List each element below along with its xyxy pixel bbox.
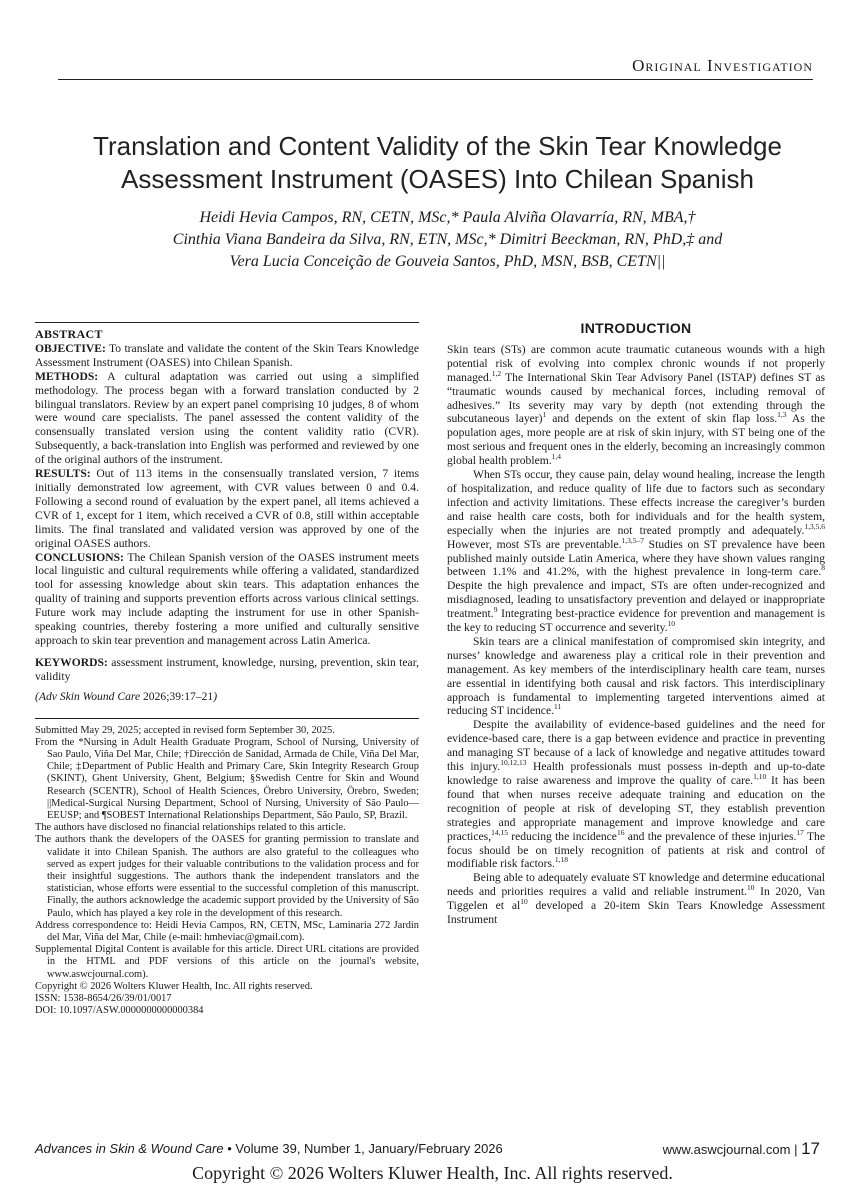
right-column [447, 322, 825, 927]
intro-paragraph-5: Being able to adequately evaluate ST knowledge and determine educational needs and priorities requires a valid and reliable instrument.$^{10}$ In 2020, Van Tiggelen et $al^{10}$ developed a 20-item Skin Tears Knowledge Assessment Instrument [447, 871, 826, 927]
copyright-notice: Copyright © 2026 Wolters Kluwer Health, Inc. All rights reserved. [192, 1163, 673, 1183]
footnote-rule [35, 718, 419, 719]
citation-journal: Adv Skin Wound Care [38, 689, 141, 703]
footnote: The authors have disclosed no financial relationships related to this article. [35, 822, 346, 834]
intro-paragraph-4: Despite the availability of evidence-based guidelines and the need for evidence-based care, there is a gap between evidence and practice in preventing and managing ST because of a lack of knowledge and negative attitudes toward this injury.$^{10,12,13}$ Health professionals must possess in-depth and up-to-date knowledge to raise awareness and improve the quality of care.$^{1,10}$ It has been found that when nurses receive adequate training and education on the recognition of people at risk of developing ST, they establish prevention strategies and appropriate management and improve knowledge and care practices,$^{14,15}$ reducing the incidence$^{16}$ and the prevalence of these injuries.$^{17}$ The focus should be on timely recognition of patients at risk and control of modifiable risk factors.$^{1,18}$ [447, 718, 826, 871]
footnote: Address correspondence to: Heidi Hevia Campos, RN, CETN, MSc, Laminaria 272 Jardín del Mar, Viña del Mar, Chile (e-mail: hmheviac@gmail.com). [35, 919, 419, 944]
header-rule [58, 79, 813, 80]
keywords [35, 656, 419, 684]
page-number: 17 [801, 1139, 820, 1158]
intro-paragraph-2: When STs occur, they cause pain, delay wound healing, increase the length of hospitalization, and reduce quality of life due to factors such as secondary infection and activity limitations. These effects increase the caregiver’s burden and raise health care costs, both for individuals and for the health system, especially when the injuries are not treated promptly and adequately.$^{1,3,5,6}$ However, most STs are preventable.$^{1,3,5-7}$ Studies on ST prevalence have been published mainly outside Latin America, where they have shown values ranging between 1.1% and 41.2%, with the highest prevalence in long-term care.$^8$ Despite the high prevalence and impact, STs are often under-recognized and misdiagnosed, leading to unsatisfactory prevention and delayed or inappropriate treatment.$^9$ Integrating best-practice evidence for prevention and management is the key to reducing ST occurrence and severity.$^{10}$ [447, 468, 825, 635]
footnote: DOI: 10.1097/ASW.0000000000000384 [35, 1005, 204, 1017]
abstract-conclusions [35, 551, 419, 648]
abstract-results [35, 467, 419, 550]
citation: (Adv Skin Wound Care 2026;39:17–21) [35, 689, 218, 703]
conclusions-label: CONCLUSIONS: [35, 550, 124, 564]
objective-label: OBJECTIVE: [35, 341, 106, 355]
left-column [35, 322, 419, 1017]
footnotes [35, 725, 419, 1018]
section-label: Original Investigation [632, 56, 813, 75]
results-text: Out of 113 items in the consensually translated version, 7 items initially demonstrated low agreement, with CVR values between 0 and 0.4. Following a second round of evaluation by the expert panel, all items achieved a CVR of 1, except for 1 item, which received a CVR of 0.8, still within acceptable limits. The final translated and validated version was approved by one of the original OASES authors. [35, 467, 419, 550]
article-title: Translation and Content Validity of the Skin Tear Knowledge Assessment Instrument (OASES) Into Chilean Spanish [93, 131, 782, 194]
abstract-rule [35, 322, 419, 323]
objective-text: To translate and validate the content of the Skin Tears Knowledge Assessment Instrument (OASES) into Chilean Spanish. [35, 341, 419, 369]
author-line: Heidi Hevia Campos, RN, CETN, MSc,* Paula Alviña Olavarría, RN, MBA,† [199, 209, 696, 226]
author-list [110, 207, 785, 273]
footer-page-info: www.aswcjournal.com | 17 [662, 1139, 820, 1158]
author-line: Cinthia Viana Bandeira da Silva, RN, ETN, MSc,* Dimitri Beeckman, RN, PhD,‡ and [172, 231, 723, 248]
intro-paragraph-3: Skin tears are a clinical manifestation of compromised skin integrity, and nurses’ knowledge and awareness play a critical role in their prevention and management. As key members of the interdisciplinary health care team, nurses are essential in identifying both causal and risk factors. This interdisciplinary approach is fundamental to implementing targeted interventions aimed at reducing ST incidence.$^{11}$ [447, 634, 825, 718]
keywords-text: assessment instrument, knowledge, nursing, prevention, skin tear, validity [35, 655, 419, 683]
keywords-label: KEYWORDS: [35, 655, 108, 669]
footer-issue: • Volume 39, Number 1, January/February 2026 [223, 1141, 503, 1156]
abstract-objective [35, 342, 419, 370]
footnote: The authors thank the developers of the OASES for granting permission to translate and validate it into Chilean Spanish. The authors are also grateful to the colleagues who served as expert judges for their valuable contributions to the validation process and for their insightful suggestions. The authors thank the independent translators and the statistician, whose efforts were essential to the successful completion of this manuscript. Finally, the authors acknowledge the academic support provided by the University of São Paulo, which has played a key role in the development of this research. [35, 834, 419, 919]
introduction-heading: INTRODUCTION [580, 320, 692, 336]
conclusions-text: The Chilean Spanish version of the OASES instrument meets local linguistic and cultural requirements while offering a validated, standardized tool for assessing knowledge about skin tears. This adaptation enhances the quality of training and supports prevention efforts across various clinical settings. Future work may include adapting the instrument for use in other Spanish-speaking countries, thereby fostering a more unified and culturally sensitive approach to skin tear prevention and management across Latin America. [35, 550, 419, 647]
author-line: Vera Lucia Conceição de Gouveia Santos, PhD, MSN, BSB, CETN|| [229, 253, 666, 270]
abstract-methods [35, 370, 419, 467]
footnote: From the *Nursing in Adult Health Graduate Program, School of Nursing, University of Sao Paulo, Viña Del Mar, Chile; †Dirección de Sanidad, Armada de Chile, Viña Del Mar, Chile; ‡Department of Public Health and Primary Care, Skin Integrity Research Group (SKINT), Ghent University, Ghent, Belgium; §Swedish Centre for Skin and Wound Research (SCENTR), School of Health Sciences, Örebro University, Örebro, Sweden; ||Medical-Surgical Nursing Department, School of Nursing, University of São Paulo—EEUSP; and ¶SOBEST International Relationships Department, São Paulo, SP, Brazil. [35, 736, 419, 821]
footer-website[interactable]: www.aswcjournal.com [662, 1142, 791, 1157]
methods-label: METHODS: [35, 369, 99, 383]
abstract-heading: ABSTRACT [35, 327, 103, 341]
intro-paragraph-1: Skin tears (STs) are common acute traumatic cutaneous wounds with a high potential risk of evolving into complex chronic wounds if not properly managed.$^{1,2}$ The International Skin Tear Advisory Panel (ISTAP) defines ST as “traumatic wounds caused by mechanical forces, including removal of adhesives.” Its severity may vary by depth (not extending through the subcutaneous layer)$^1$ and depends on the extent of skin flap loss.$^{1,3}$ As the population ages, more people are at risk of skin injury, with ST being one of the most serious and frequent ones in the elderly, becoming an increasingly common global health problem.$^{1,4}$ [447, 342, 825, 468]
footer-journal: Advances in Skin & Wound Care [35, 1141, 224, 1156]
footnote: Copyright © 2026 Wolters Kluwer Health, Inc. All rights reserved. [35, 980, 313, 992]
footnote: Supplemental Digital Content is available for this article. Direct URL citations are provided in the HTML and PDF versions of this article on the journal's website, www.aswcjournal.com). [35, 944, 419, 980]
methods-text: A cultural adaptation was carried out using a simplified methodology. The process began with a forward translation conducted by 2 bilingual translators. Review by an expert panel comprising 10 judges, 8 of whom were wound care specialists. The panel assessed the content validity of the consensually translated version using the content validity ratio (CVR). Subsequently, a back-translation into English was performed and reviewed by one of the original authors of the instrument. [35, 369, 419, 467]
results-label: RESULTS: [35, 467, 91, 481]
citation-details: 2026;39:17–21 [143, 689, 214, 703]
footnote: ISSN: 1538-8654/26/39/01/0017 [35, 993, 172, 1005]
footnote: Submitted May 29, 2025; accepted in revised form September 30, 2025. [35, 724, 335, 736]
footer-journal-info [35, 1141, 503, 1156]
